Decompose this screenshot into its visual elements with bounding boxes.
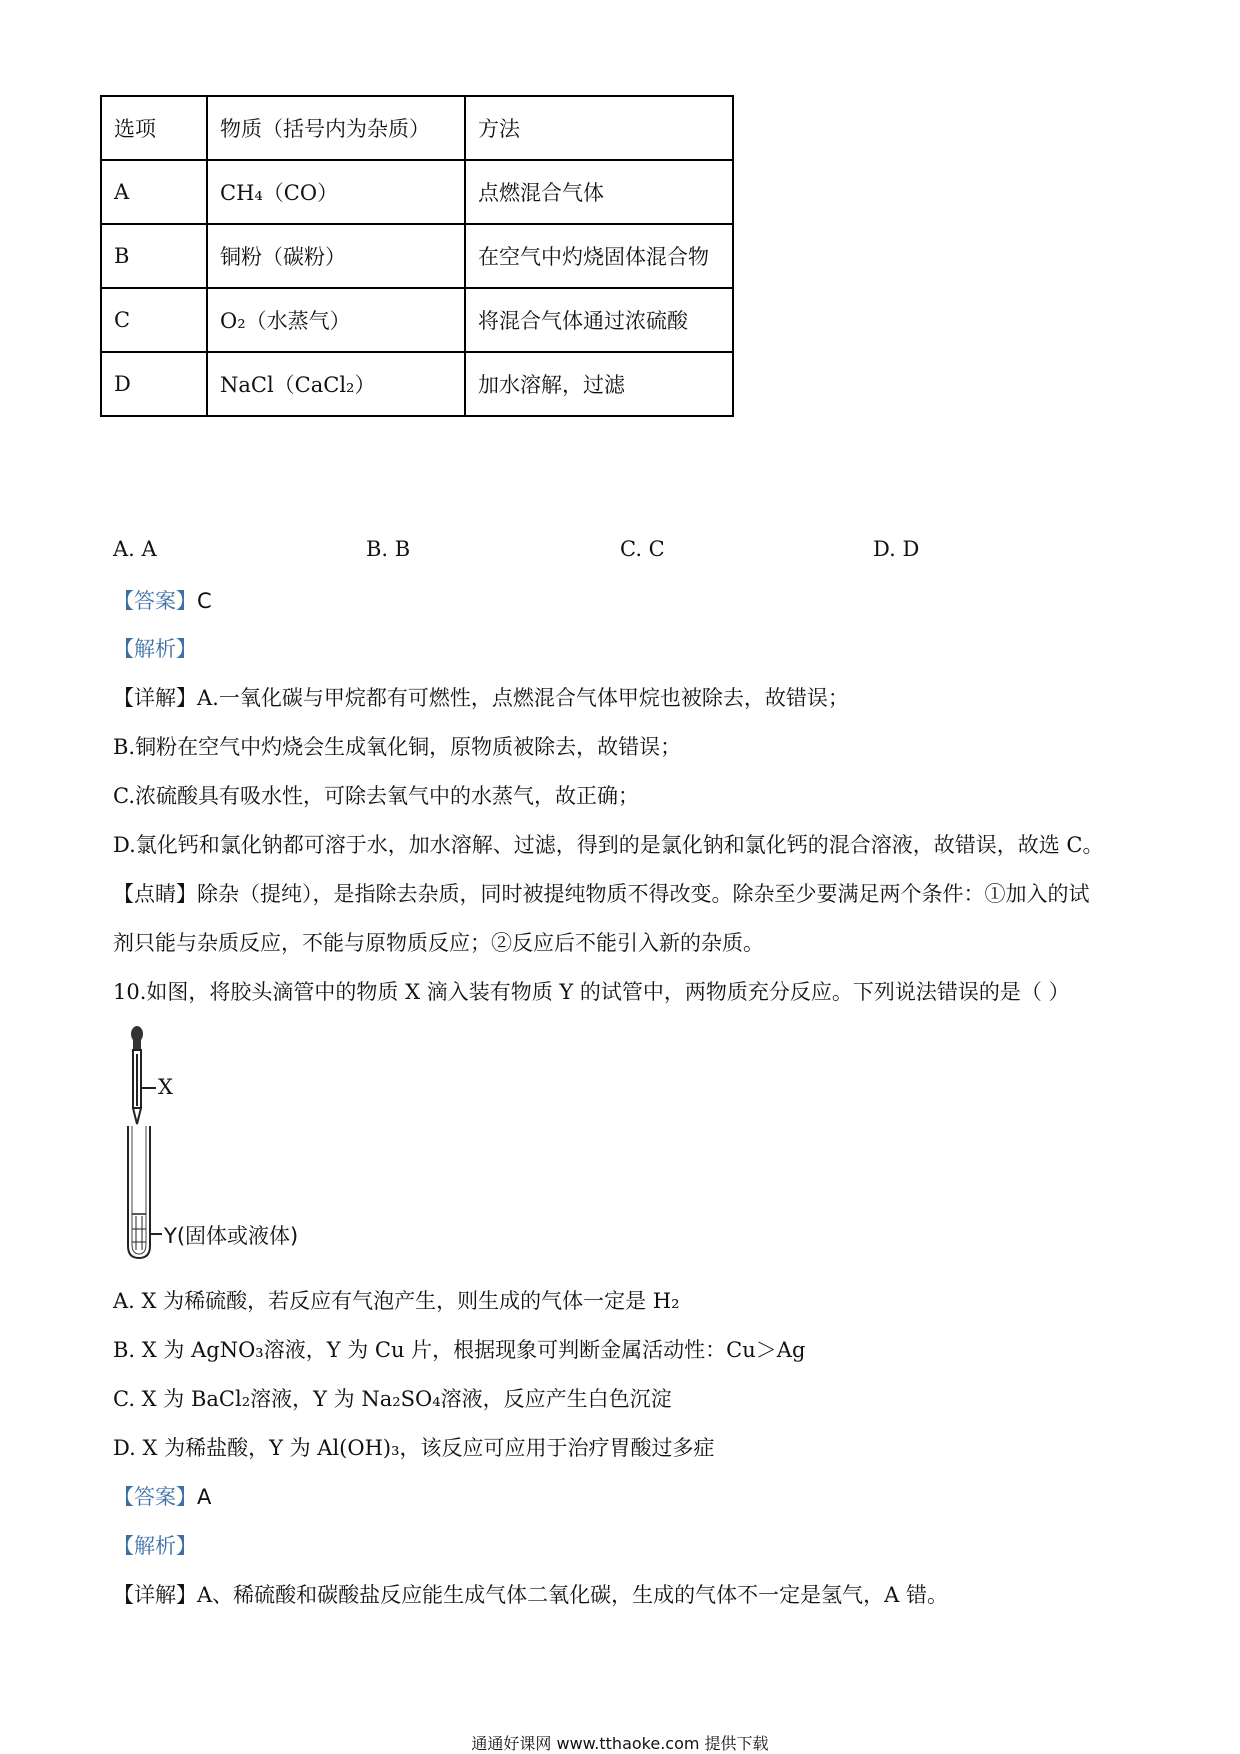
option-a: A. X 为稀硫酸，若反应有气泡产生，则生成的气体一定是 H₂	[113, 1289, 680, 1313]
table-cell: 将混合气体通过浓硫酸	[465, 288, 733, 352]
detail-line: 【详解】A.一氧化碳与甲烷都有可燃性，点燃混合气体甲烷也被除去，故错误；	[113, 686, 849, 710]
dropper-neck-icon	[133, 1040, 141, 1050]
dropper-testtube-figure	[120, 1024, 380, 1264]
table-cell: 点燃混合气体	[465, 160, 733, 224]
choice-a: A. A	[113, 537, 157, 561]
answer-line-q9	[113, 585, 212, 615]
table-cell: 加水溶解，过滤	[465, 352, 733, 416]
table-cell: NaCl（CaCl₂）	[207, 352, 465, 416]
analysis-tag-q9: 【解析】	[113, 637, 197, 661]
dropper-bulb-icon	[131, 1026, 143, 1042]
analysis-tag-q10: 【解析】	[113, 1534, 197, 1558]
detail-line: C.浓硫酸具有吸水性，可除去氧气中的水蒸气，故正确；	[113, 784, 639, 808]
header-cell: 物质（括号内为杂质）	[207, 96, 465, 160]
option-c: C. X 为 BaCl₂溶液，Y 为 Na₂SO₄溶液，反应产生白色沉淀	[113, 1387, 672, 1411]
option-b: B. X 为 AgNO₃溶液，Y 为 Cu 片，根据现象可判断金属活动性：Cu＞Ag	[113, 1338, 806, 1362]
detail-line: 【详解】A、稀硫酸和碳酸盐反应能生成气体二氧化碳，生成的气体不一定是氢气，A 错。	[113, 1583, 949, 1607]
table-row	[101, 288, 733, 352]
table-cell: 在空气中灼烧固体混合物	[465, 224, 733, 288]
figure-x-label: X	[158, 1075, 173, 1099]
options-table	[100, 95, 734, 417]
answer-value: C	[197, 589, 212, 613]
table-row	[101, 160, 733, 224]
figure-y-label: Y(固体或液体)	[164, 1224, 299, 1248]
choice-c: C. C	[620, 537, 665, 561]
answer-tag: 【答案】	[113, 1485, 197, 1509]
answer-tag: 【答案】	[113, 589, 197, 613]
header-cell: 选项	[101, 96, 207, 160]
table-row	[101, 352, 733, 416]
table-cell: O₂（水蒸气）	[207, 288, 465, 352]
table-row	[101, 224, 733, 288]
option-d: D. X 为稀盐酸，Y 为 Al(OH)₃，该反应可应用于治疗胃酸过多症	[113, 1436, 715, 1460]
table-cell: C	[101, 288, 207, 352]
answer-line-q10	[113, 1481, 211, 1511]
table-cell: B	[101, 224, 207, 288]
detail-line: D.氯化钙和氯化钠都可溶于水，加水溶解、过滤，得到的是氯化钠和氯化钙的混合溶液，故错误，故选 C。	[113, 833, 1104, 857]
table-cell: 铜粉（碳粉）	[207, 224, 465, 288]
answer-value: A	[197, 1485, 212, 1509]
dropper-tip-icon	[133, 1108, 141, 1124]
detail-line: B.铜粉在空气中灼烧会生成氧化铜，原物质被除去，故错误；	[113, 735, 682, 759]
question-10-stem: 10.如图，将胶头滴管中的物质 X 滴入装有物质 Y 的试管中，两物质充分反应。下列说法错误的是（ ）	[113, 980, 1070, 1004]
tip-line: 剂只能与杂质反应，不能与原物质反应；②反应后不能引入新的杂质。	[113, 931, 764, 955]
table-cell: D	[101, 352, 207, 416]
footer-text: 通通好课网 www.tthaoke.com 提供下载	[471, 1734, 769, 1753]
choice-d: D. D	[873, 537, 920, 561]
header-cell: 方法	[465, 96, 733, 160]
table-cell: A	[101, 160, 207, 224]
table-header-row	[101, 96, 733, 160]
choice-b: B. B	[366, 537, 411, 561]
tip-line: 【点睛】除杂（提纯），是指除去杂质，同时被提纯物质不得改变。除杂至少要满足两个条件：①加入的试	[113, 882, 1090, 906]
table-cell: CH₄（CO）	[207, 160, 465, 224]
test-tube-icon	[128, 1126, 150, 1258]
